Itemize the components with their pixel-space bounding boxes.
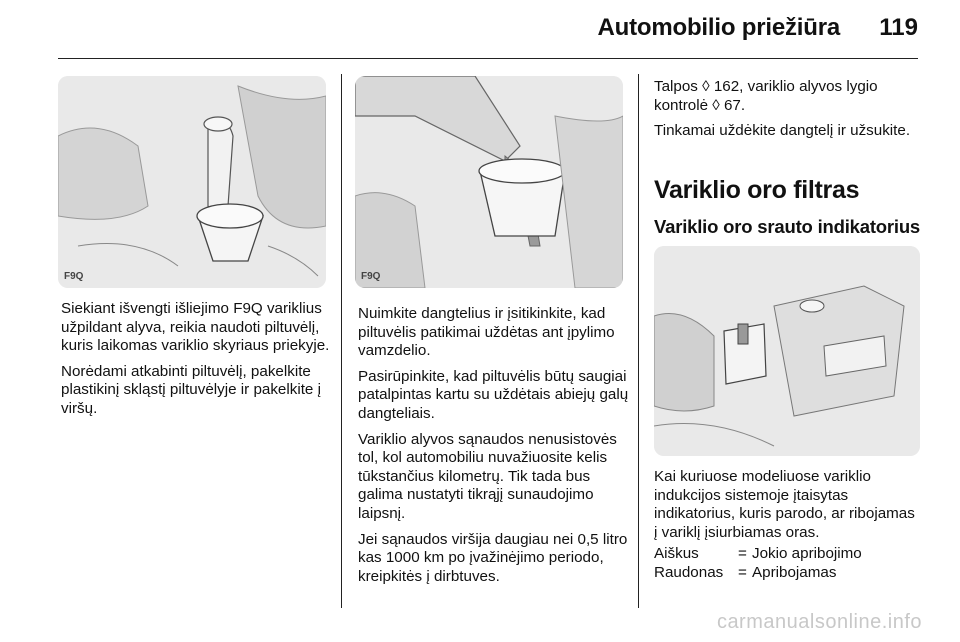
page-number: 119	[879, 14, 918, 41]
section-heading: Variklio oro filtras	[654, 176, 860, 204]
engine-funnel-figure	[58, 76, 326, 288]
watermark: carmanualsonline.info	[716, 611, 922, 633]
table-row	[654, 564, 862, 583]
col3-intro	[654, 78, 920, 148]
column-divider	[638, 74, 639, 608]
status-key: Raudonas	[654, 563, 724, 581]
status-value: Jokio apribojimo	[752, 545, 862, 562]
air-flow-indicator-figure	[654, 246, 920, 456]
funnel-pouring-figure	[355, 76, 623, 288]
figure-code: F9Q	[64, 271, 84, 282]
paragraph: Kai kuriuose modeliuose variklio indukcijos sistemoje įtaisytas indikatorius, kuris parodo, ar ribojamas į variklį įsiurbiamas oras.	[654, 468, 915, 541]
separator: =	[738, 563, 747, 581]
engine-bay-illustration	[654, 246, 920, 456]
col3-text	[654, 468, 920, 549]
col1-text	[61, 300, 333, 426]
funnel-illustration	[355, 76, 623, 288]
engine-illustration	[58, 76, 326, 288]
subsection-heading: Variklio oro srauto indikatorius	[654, 216, 921, 237]
paragraph: Talpos ◊ 162, variklio alyvos lygio kontrolė ◊ 67.	[654, 78, 878, 114]
indicator-status-table	[654, 545, 862, 582]
paragraph: Tinkamai uždėkite dangtelį ir užsukite.	[654, 122, 911, 140]
paragraph: Norėdami atkabinti piltuvėlį, pakelkite plastikinį skląstį piltuvėlyje ir pakelkite į viršų.	[61, 362, 321, 417]
status-value: Apribojamas	[752, 563, 837, 581]
paragraph: Variklio alyvos sąnaudos nenusistovės tol, kol automobiliu nuvažiuosite kelis tūkstančius kilometrų. Tik tada bus galima nustatyti tikrąjį sunaudojimo laipsnį.	[358, 430, 617, 522]
header-divider	[58, 58, 918, 59]
paragraph: Jei sąnaudos viršija daugiau nei 0,5 litro kas 1000 km po įvažinėjimo periodo, kreipkitės į dirbtuves.	[358, 530, 628, 585]
paragraph: Pasirūpinkite, kad piltuvėlis būtų saugiai patalpintas kartu su uždėtais abiejų galų dangteliais.	[358, 367, 629, 422]
figure-code: F9Q	[361, 271, 381, 282]
column-divider	[341, 74, 342, 608]
table-row	[654, 545, 862, 564]
page-title: Automobilio priežiūra	[597, 14, 840, 41]
status-key: Aiškus	[654, 545, 699, 562]
separator: =	[738, 545, 747, 562]
paragraph: Nuimkite dangtelius ir įsitikinkite, kad piltuvėlis patikimai uždėtas ant įpylimo vamzdelio.	[358, 305, 615, 360]
paragraph: Siekiant išvengti išliejimo F9Q variklius užpildant alyva, reikia naudoti piltuvėlį, kuris laikomas variklio skyriaus priekyje.	[61, 300, 330, 355]
col2-text	[358, 305, 634, 593]
